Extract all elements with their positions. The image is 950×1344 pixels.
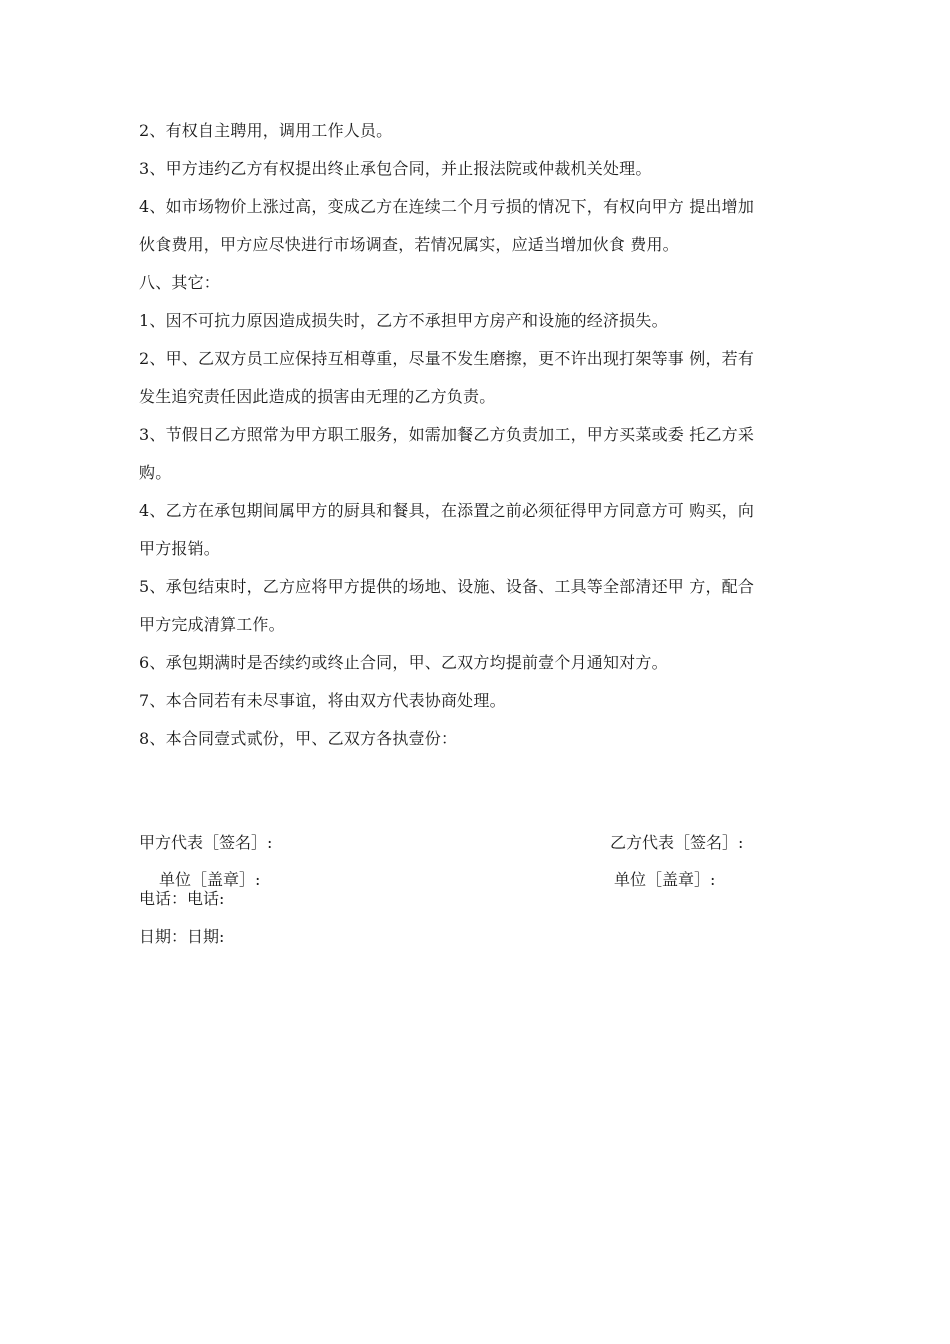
party-b-signature-label: 乙方代表［签名］: (610, 833, 744, 852)
clause-line: 伙食费用，甲方应尽快进行市场调查，若情况属实，应适当增加伙食 费用。 (139, 235, 679, 254)
clause-line: 发生追究责任因此造成的损害由无理的乙方负责。 (139, 387, 496, 406)
clause-line: 1、因不可抗力原因造成损失时，乙方不承担甲方房产和设施的经济损失。 (139, 311, 668, 330)
party-a-signature-label: 甲方代表［签名］: (139, 833, 273, 852)
date-label: 日期：日期: (139, 927, 225, 946)
clause-line: 2、甲、乙双方员工应保持互相尊重，尽量不发生磨擦，更不许出现打架等事 例，若有 (139, 349, 755, 368)
clause-line: 3、甲方违约乙方有权提出终止承包合同，并止报法院或仲裁机关处理。 (139, 159, 652, 178)
clause-line: 4、乙方在承包期间属甲方的厨具和餐具，在添置之前必须征得甲方同意方可 购买，向 (139, 501, 755, 520)
clause-line: 6、承包期满时是否续约或终止合同，甲、乙双方均提前壹个月通知对方。 (139, 653, 668, 672)
clause-line: 4、如市场物价上涨过高，变成乙方在连续二个月亏损的情况下，有权向甲方 提出增加 (139, 197, 755, 216)
clause-line: 甲方报销。 (139, 539, 221, 558)
section-heading: 八、其它： (139, 273, 221, 292)
contract-body (139, 112, 803, 758)
clause-line: 7、本合同若有未尽事谊，将由双方代表协商处理。 (139, 691, 506, 710)
phone-label: 电话：电话: (139, 889, 225, 908)
clause-line: 3、节假日乙方照常为甲方职工服务，如需加餐乙方负责加工，甲方买菜或委 托乙方采 (139, 425, 755, 444)
party-a-seal-label: 单位［盖章］: (159, 870, 261, 889)
clause-line: 5、承包结束时，乙方应将甲方提供的场地、设施、设备、工具等全部清还甲 方，配合 (139, 577, 755, 596)
clause-line: 购。 (139, 463, 172, 482)
clause-line: 甲方完成清算工作。 (139, 615, 285, 634)
clause-line: 8、本合同壹式贰份，甲、乙双方各执壹份： (139, 729, 458, 748)
clause-line: 2、有权自主聘用，调用工作人员。 (139, 121, 393, 140)
party-b-seal-label: 单位［盖章］: (614, 870, 716, 889)
